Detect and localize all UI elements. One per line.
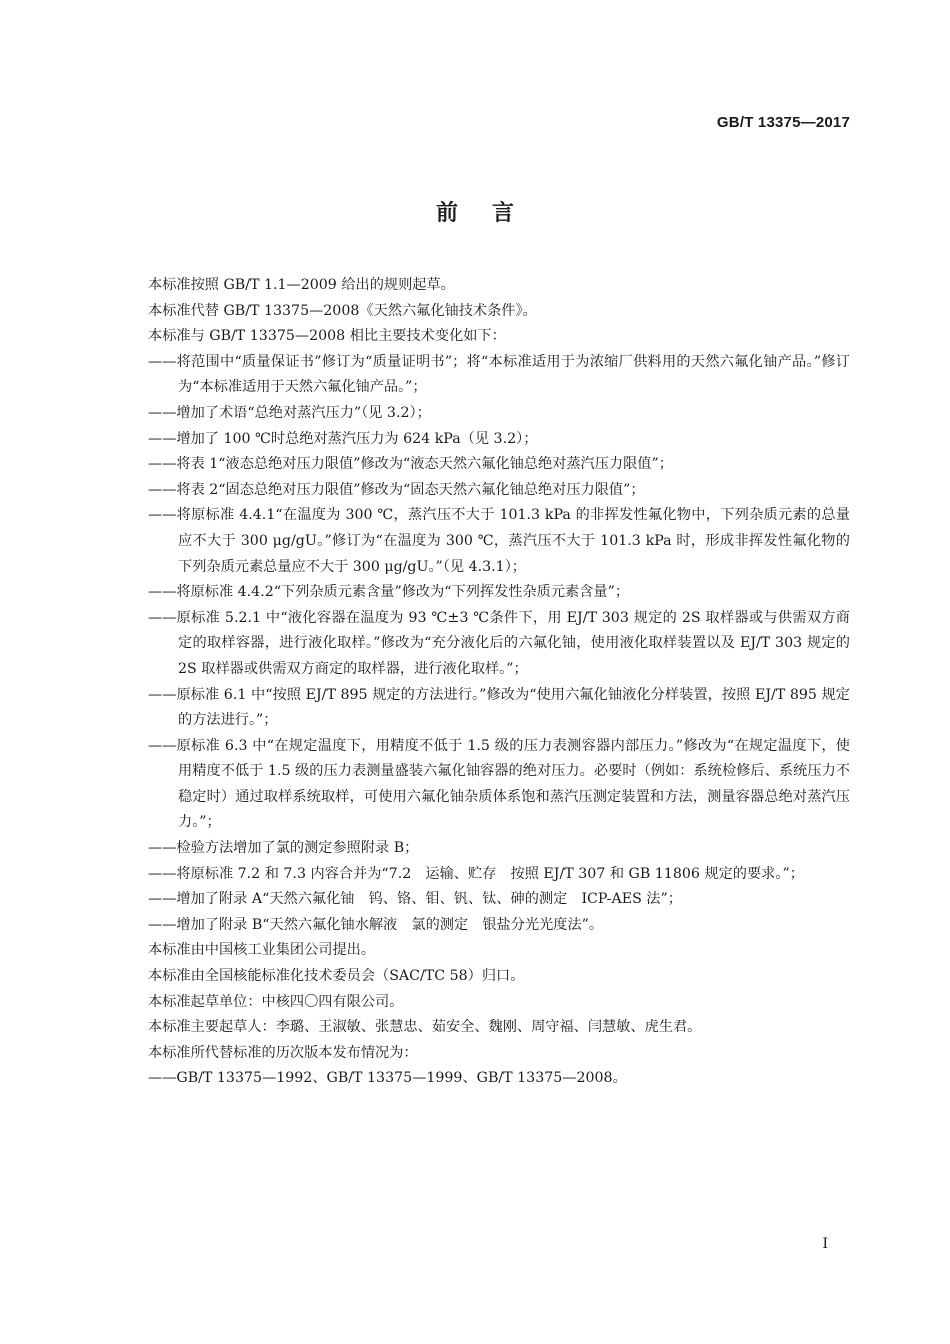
change-item: ——将原标准 4.4.1“在温度为 300 ℃，蒸汽压不大于 101.3 kPa 的非挥发性氟化物中，下列杂质元素的总量应不大于 300 μg/gU。”修订为“在温度为 300 ℃，蒸汽压不大于 101.3 kPa 时，形成非挥发性氟化物的下列杂质元素总量应不大于 300 μg/gU。”（见 4.3.1）；	[148, 507, 850, 575]
change-item: ——检验方法增加了氯的测定参照附录 B；	[148, 840, 419, 857]
closing-paragraph: 本标准所代替标准的历次版本发布情况为：	[148, 1044, 418, 1061]
change-item: ——原标准 6.1 中“按照 EJ/T 895 规定的方法进行。”修改为“使用六氟化铀液化分样装置，按照 EJ/T 895 规定的方法进行。”；	[148, 686, 850, 729]
change-item: ——将原标准 4.4.2“下列杂质元素含量”修改为“下列挥发性杂质元素含量”；	[148, 584, 630, 601]
change-item: ——将表 1“液态总绝对压力限值”修改为“液态天然六氟化铀总绝对蒸汽压力限值”；	[148, 456, 673, 473]
standard-number: GB/T 13375—2017	[716, 114, 850, 131]
change-item: ——原标准 5.2.1 中“液化容器在温度为 93 ℃±3 ℃条件下，用 EJ/T 303 规定的 2S 取样器或与供需双方商定的取样容器，进行液化取样。”修改为“充分液化后的六氟化铀，使用液化取样装置以及 EJ/T 303 规定的 2S 取样器或供需双方商定的取样器，进行液化取样。”；	[148, 609, 850, 677]
change-item: ——将表 2“固态总绝对压力限值”修改为“固态天然六氟化铀总绝对压力限值”；	[148, 481, 645, 498]
closing-paragraph: 本标准主要起草人：李璐、王淑敏、张慧忠、茹安全、魏刚、周守福、闫慧敏、虎生君。	[148, 1019, 702, 1036]
change-item: ——增加了附录 A“天然六氟化铀 钨、铬、钼、钒、钛、砷的测定 ICP-AES 法”；	[148, 891, 682, 908]
page-title: 前言	[435, 201, 548, 226]
closing-paragraph: 本标准起草单位：中核四〇四有限公司。	[148, 993, 404, 1010]
intro-paragraph: 本标准代替 GB/T 13375—2008《天然六氟化铀技术条件》。	[148, 302, 537, 319]
change-item: ——将原标准 7.2 和 7.3 内容合并为“7.2 运输、贮存 按照 EJ/T 307 和 GB 11806 规定的要求。”；	[148, 865, 804, 882]
change-item: ——原标准 6.3 中“在规定温度下，用精度不低于 1.5 级的压力表测容器内部压力。”修改为“在规定温度下，使用精度不低于 1.5 级的压力表测量盛装六氟化铀容器的绝对压力。必要时（例如：系统检修后、系统压力不稳定时）通过取样系统取样，可使用六氟化铀杂质体系饱和蒸汽压测定装置和方法，测量容器总绝对蒸汽压力。”；	[148, 737, 850, 831]
history-item: ——GB/T 13375—1992、GB/T 13375—1999、GB/T 13375—2008。	[148, 1070, 627, 1087]
closing-paragraph: 本标准由中国核工业集团公司提出。	[148, 942, 376, 959]
intro-paragraph: 本标准与 GB/T 13375—2008 相比主要技术变化如下：	[148, 328, 506, 345]
foreword-body	[148, 273, 850, 1092]
intro-paragraph: 本标准按照 GB/T 1.1—2009 给出的规则起草。	[148, 277, 455, 293]
change-item: ——增加了术语“总绝对蒸汽压力”（见 3.2）；	[148, 404, 431, 421]
page-number: I	[822, 1236, 828, 1252]
change-item: ——增加了附录 B“天然六氟化铀水解液 氯的测定 银盐分光光度法”。	[148, 916, 604, 933]
change-item: ——增加了 100 ℃时总绝对蒸汽压力为 624 kPa（见 3.2）；	[148, 430, 538, 447]
closing-paragraph: 本标准由全国核能标准化技术委员会（SAC/TC 58）归口。	[148, 968, 525, 985]
change-item: ——将范围中“质量保证书”修订为“质量证明书”；将“本标准适用于为浓缩厂供料用的天然六氟化铀产品。”修订为“本标准适用于天然六氟化铀产品。”；	[148, 353, 850, 396]
